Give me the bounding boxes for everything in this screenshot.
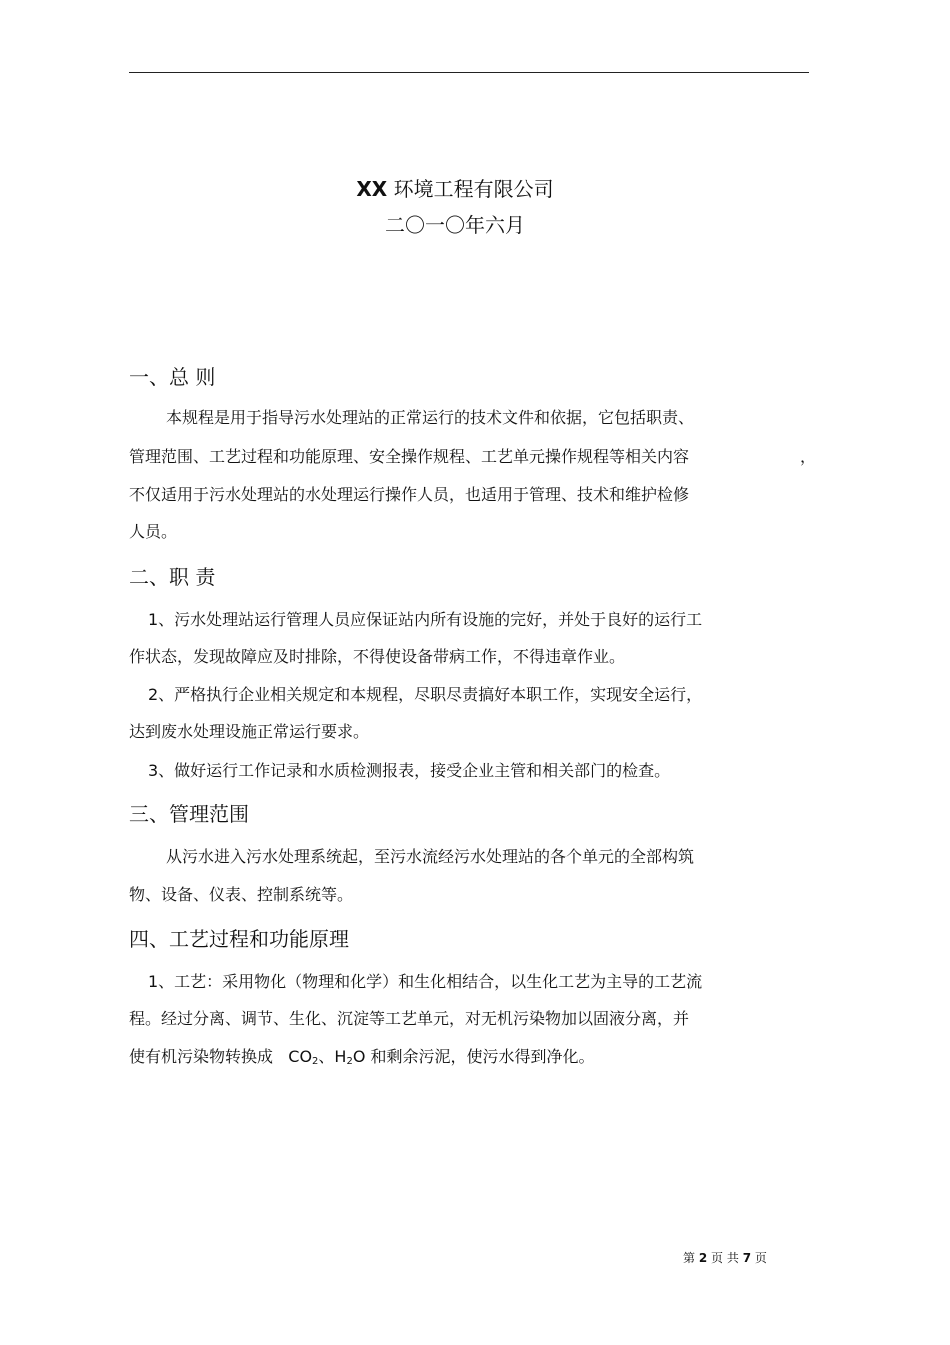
footer-ye: 页 <box>711 1251 724 1265</box>
s4-formula-suffix: 和剩余污泥，使污水得到净化。 <box>370 1047 595 1066</box>
s2-item-line: 作状态，发现故障应及时排除，不得使设备带病工作，不得违章作业。 <box>129 647 626 666</box>
s1-paragraph-line: 人员。 <box>129 522 178 541</box>
s4-formula-prefix: 使有机污染物转换成 <box>129 1047 274 1066</box>
footer-page-number: 2 <box>698 1251 708 1265</box>
section-4-heading: 四、工艺过程和功能原理 <box>129 927 349 951</box>
section-1-heading: 一、总 则 <box>129 365 216 389</box>
company-prefix: XX <box>356 177 388 201</box>
s2-item-line: 达到废水处理设施正常运行要求。 <box>129 722 370 741</box>
s3-paragraph-line: 物、设备、仪表、控制系统等。 <box>129 885 354 904</box>
h2o-subscript: 2 <box>346 1056 353 1067</box>
page-footer <box>683 1250 767 1266</box>
s1-paragraph-line: 管理范围、工艺过程和功能原理、安全操作规程、工艺单元操作规程等相关内容 <box>129 447 690 466</box>
document-date: 二〇一〇年六月 <box>385 213 525 237</box>
co2-text: CO <box>288 1047 313 1066</box>
s4-item-line: 1、工艺：采用物化（物理和化学）和生化相结合，以生化工艺为主导的工艺流 <box>148 972 703 991</box>
footer-di: 第 <box>683 1251 696 1265</box>
s2-item-line: 2、严格执行企业相关规定和本规程，尽职尽责搞好本职工作，实现安全运行， <box>148 685 703 704</box>
s3-paragraph-line: 从污水进入污水处理系统起，至污水流经污水处理站的各个单元的全部构筑 <box>166 847 695 866</box>
s4-item-line-formula <box>129 1046 595 1073</box>
s1-paragraph-line: 本规程是用于指导污水处理站的正常运行的技术文件和依据，它包括职责、 <box>166 408 695 427</box>
footer-gong: 共 <box>726 1251 739 1265</box>
s4-item-line: 程。经过分离、调节、生化、沉淀等工艺单元，对无机污染物加以固液分离，并 <box>129 1009 690 1028</box>
h2o-prefix: 、H <box>318 1047 347 1066</box>
company-name: 环境工程有限公司 <box>393 177 554 201</box>
s1-paragraph-comma: ， <box>800 447 817 466</box>
s2-item-line: 1、污水处理站运行管理人员应保证站内所有设施的完好，并处于良好的运行工 <box>148 610 703 629</box>
s2-item-line: 3、做好运行工作记录和水质检测报表，接受企业主管和相关部门的检查。 <box>148 761 671 780</box>
company-title <box>0 176 930 202</box>
header-rule <box>129 72 809 73</box>
footer-ye2: 页 <box>754 1251 767 1265</box>
s1-paragraph-line: 不仅适用于污水处理站的水处理运行操作人员，也适用于管理、技术和维护检修 <box>129 485 690 504</box>
h2o-o: O <box>352 1047 366 1066</box>
section-3-heading: 三、管理范围 <box>129 802 249 826</box>
footer-total-pages: 7 <box>742 1251 752 1265</box>
section-2-heading: 二、职 责 <box>129 565 216 589</box>
co2-subscript: 2 <box>312 1056 319 1067</box>
